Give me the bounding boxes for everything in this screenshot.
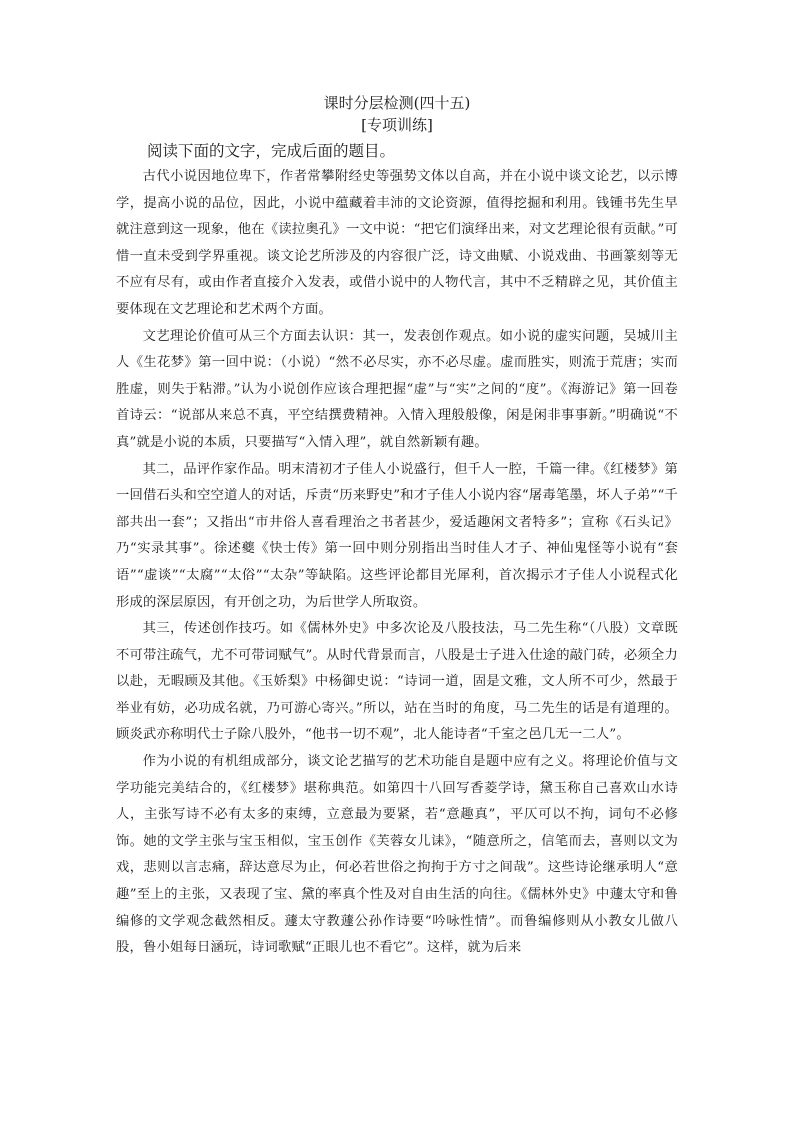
paragraph-2: 文艺理论价值可从三个方面去认识：其一，发表创作观点。如小说的虚实问题，吴城川主人《生花梦》第一回中说：（小说）“然不必尽实，亦不必尽虚。虚而胜实，则流于荒唐；实而胜虚，则失于粘滞。”认为小说创作应该合理把握“虚”与“实”之间的“度”。《海游记》第一回卷首诗云：“说部从来总不真，平空结撰费精神。入情入理般般像，闲是闲非事事新。”明确说“不真”就是小说的本质，只要描写“入情入理”，就自然新颖有趣。 [116, 328, 678, 450]
page-subtitle: [专项训练] [361, 116, 433, 134]
reading-instruction: 阅读下面的文字，完成后面的题目。 [147, 142, 396, 160]
paragraph-5: 作为小说的有机组成部分，谈文论艺描写的艺术功能自是题中应有之义。将理论价值与文学功能完美结合的，《红楼梦》堪称典范。如第四十八回写香菱学诗，黛玉称自己喜欢山水诗人，主张写诗不必有太多的束缚，立意最为要紧，若“意趣真”，平仄可以不拘，词句不必修饰。她的文学主张与宝玉相似，宝玉创作《芙蓉女儿诔》，“随意所之，信笔而去，喜则以文为戏，悲则以言志痛，辞达意尽为止，何必若世俗之拘拘于方寸之间哉”。这些诗论继承明人“意趣”至上的主张，又表现了宝、黛的率真个性及对自由生活的向往。《儒林外史》中蘧太守和鲁编修的文学观念截然相反。蘧太守教蘧公孙作诗要“吟咏性情”。而鲁编修则从小教女儿做八股，鲁小姐每日涵玩，诗词歌赋“正眼儿也不看它”。这样，就为后来 [116, 754, 678, 956]
paragraph-3: 其二，品评作家作品。明末清初才子佳人小说盛行，但千人一腔，千篇一律。《红楼梦》第一回借石头和空空道人的对话，斥责“历来野史”和才子佳人小说内容“屠毒笔墨，坏人子弟”“千部共出一套”；又指出“市井俗人喜看理治之书者甚少，爱适趣闲文者特多”；宣称《石头记》乃“实录其事”。徐述夔《快士传》第一回中则分别指出当时佳人才子、神仙鬼怪等小说有“套语”“虚谈”“太腐”“太俗”“太杂”等缺陷。这些评论都目光犀利，首次揭示才子佳人小说程式化形成的深层原因，有开创之功，为后世学人所取资。 [116, 461, 678, 610]
page-title: 课时分层检测(四十五) [323, 94, 471, 112]
paragraph-1: 古代小说因地位卑下，作者常攀附经史等强势文体以自高，并在小说中谈文论艺，以示博学，提高小说的品位，因此，小说中蕴藏着丰沛的文论资源，值得挖掘和利用。钱锺书先生早就注意到这一现象，他在《读拉奥孔》一文中说：“把它们演绎出来，对文艺理论很有贡献。”可惜一直未受到学界重视。谈文论艺所涉及的内容很广泛，诗文曲赋、小说戏曲、书画篆刻等无不应有尽有，或由作者直接介入发表，或借小说中的人物代言，其中不乏精辟之见，其价值主要体现在文艺理论和艺术两个方面。 [116, 169, 678, 317]
paragraph-4: 其三，传述创作技巧。如《儒林外史》中多次论及八股技法，马二先生称“（八股）文章既不可带注疏气，尤不可带词赋气”。从时代背景而言，八股是士子进入仕途的敲门砖，必须全力以赴，无暇顾及其他。《玉娇梨》中杨御史说：“诗词一道，固是文雅，文人所不可少，然最于举业有妨，必功成名就，乃可游心寄兴。”所以，站在当时的角度，马二先生的话是有道理的。顾炎武亦称明代士子除八股外，“他书一切不观”，北人能诗者“千室之邑几无一二人”。 [116, 621, 678, 743]
